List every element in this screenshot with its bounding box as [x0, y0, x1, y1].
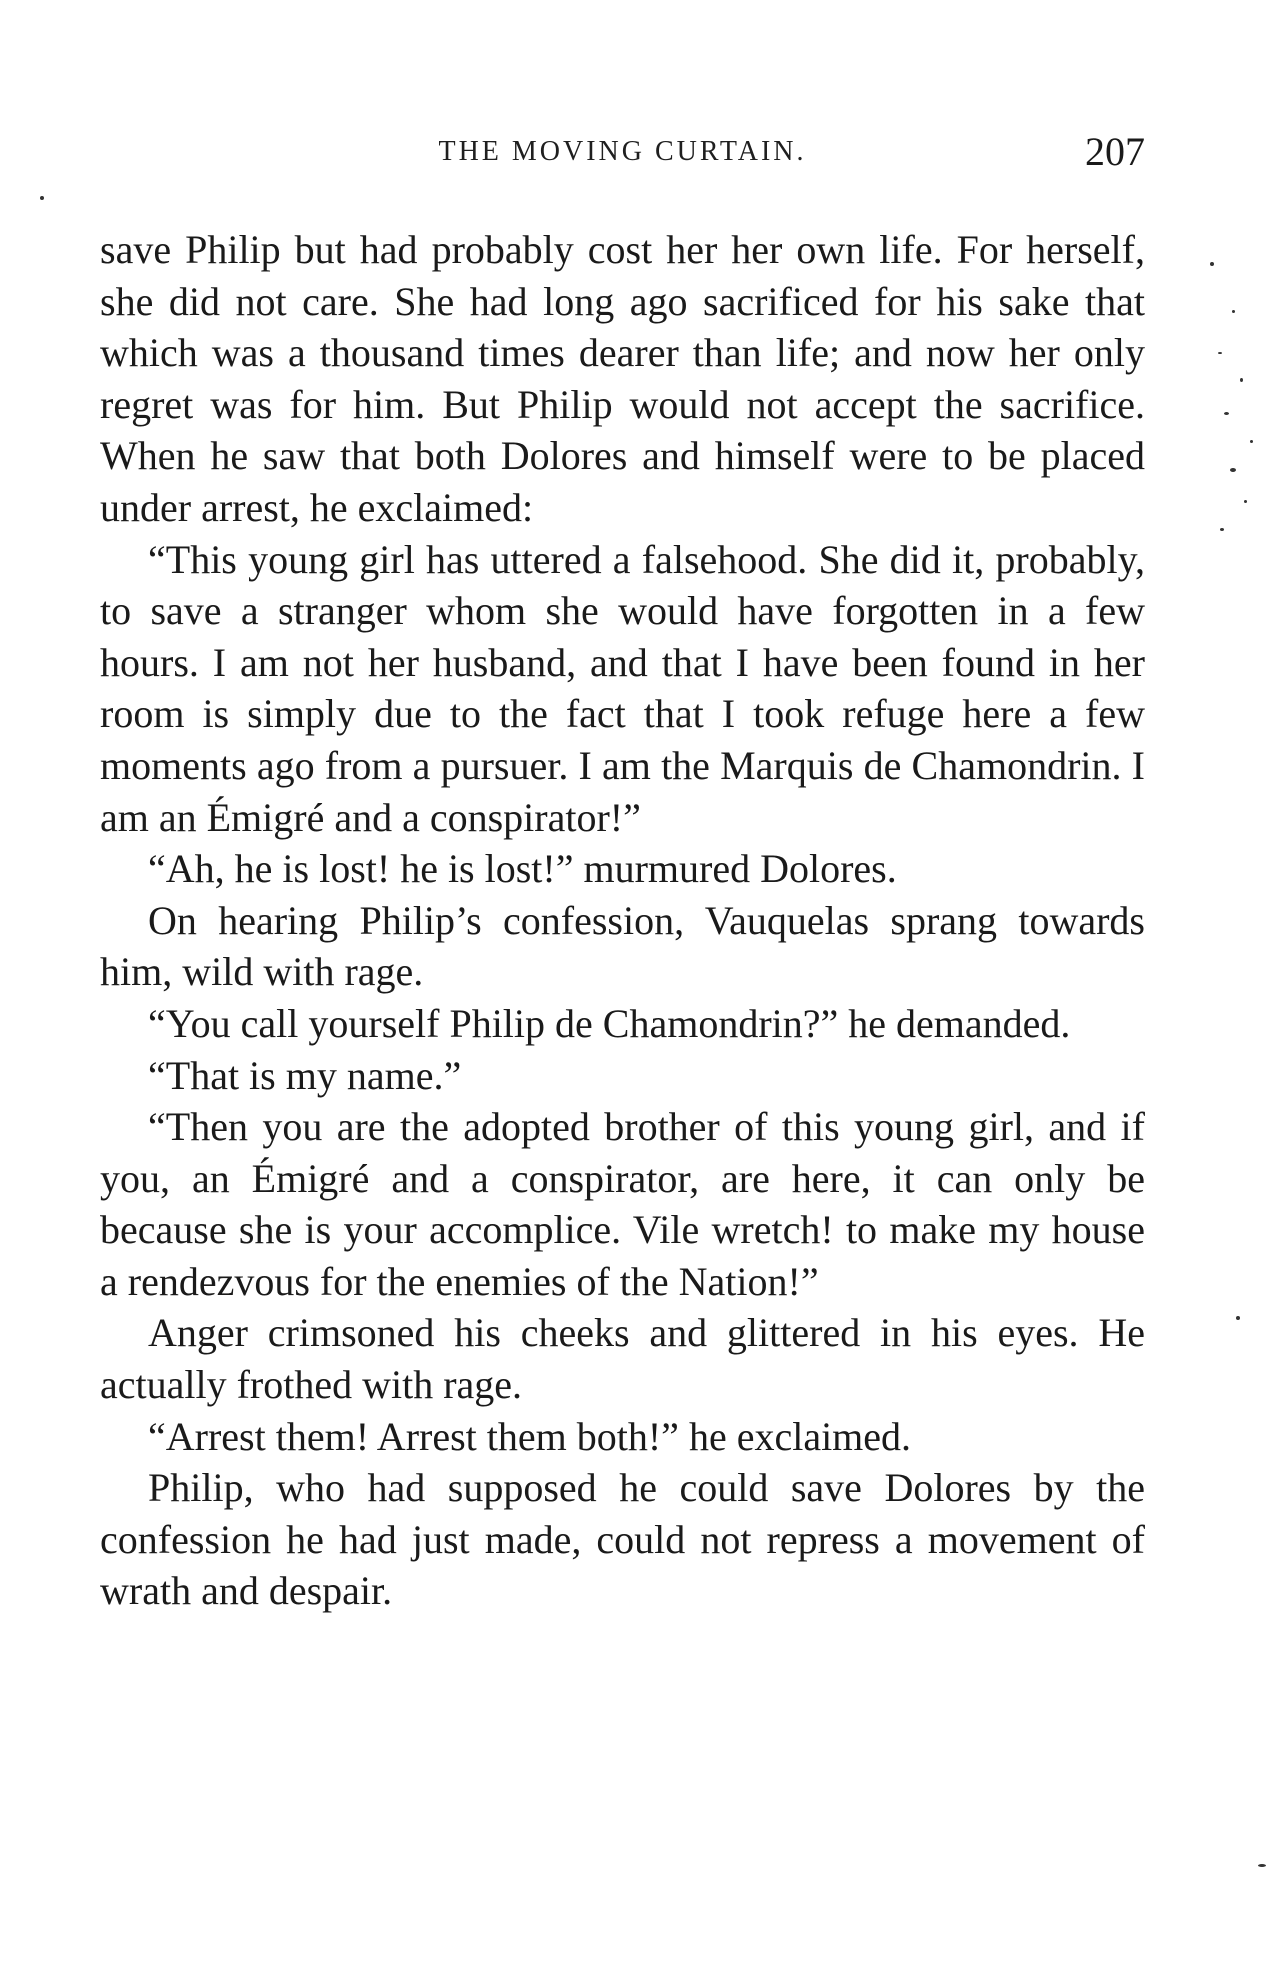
scan-speck [1236, 1316, 1240, 1320]
body-text [100, 224, 1145, 1617]
scan-speck [1258, 1864, 1266, 1867]
paragraph: “Ah, he is lost! he is lost!” murmured Dolores. [148, 846, 897, 892]
scan-speck [1210, 262, 1214, 266]
paragraph: Philip, who had supposed he could save Dolores by the confession he had just made, could not repress a movement of wrath and despair. [100, 1465, 1145, 1614]
paragraph: “Arrest them! Arrest them both!” he exclaimed. [148, 1413, 912, 1459]
paragraph: “That is my name.” [148, 1052, 462, 1098]
running-title: THE MOVING CURTAIN. [438, 136, 807, 167]
paragraph: “You call yourself Philip de Chamondrin?” he demanded. [148, 1000, 1071, 1046]
paragraph: “Then you are the adopted brother of this young girl, and if you, an Émigré and a conspirator, are here, it can only be because she is your accomplice. Vile wretch! to make my house a rendezvous for the enemies of the Nation!” [100, 1104, 1145, 1304]
scan-speck [40, 196, 44, 200]
scan-specks [1210, 300, 1270, 560]
paragraph: Anger crimsoned his cheeks and glittered in his eyes. He actually frothed with rage. [100, 1310, 1145, 1408]
paragraph: “This young girl has uttered a falsehood. She did it, probably, to save a stranger whom she would have forgotten in a few hours. I am not her husband, and that I have been found in her room is simply due to the fact that I took refuge here a few moments ago from a pursuer. I am the Marquis de Chamondrin. I am an Émigré and a conspirator!” [100, 536, 1145, 840]
paragraph: save Philip but had probably cost her her own life. For herself, she did not care. She had long ago sacrificed for his sake that which was a thousand times dearer than life; and now her only regret was for him. But Philip would not accept the sacrifice. When he saw that both Dolores and himself were to be placed under arrest, he exclaimed: [100, 227, 1145, 530]
paragraph: On hearing Philip’s confession, Vauquelas sprang towards him, wild with rage. [100, 897, 1145, 995]
page-number: 207 [1085, 129, 1145, 174]
running-head [100, 128, 1145, 178]
